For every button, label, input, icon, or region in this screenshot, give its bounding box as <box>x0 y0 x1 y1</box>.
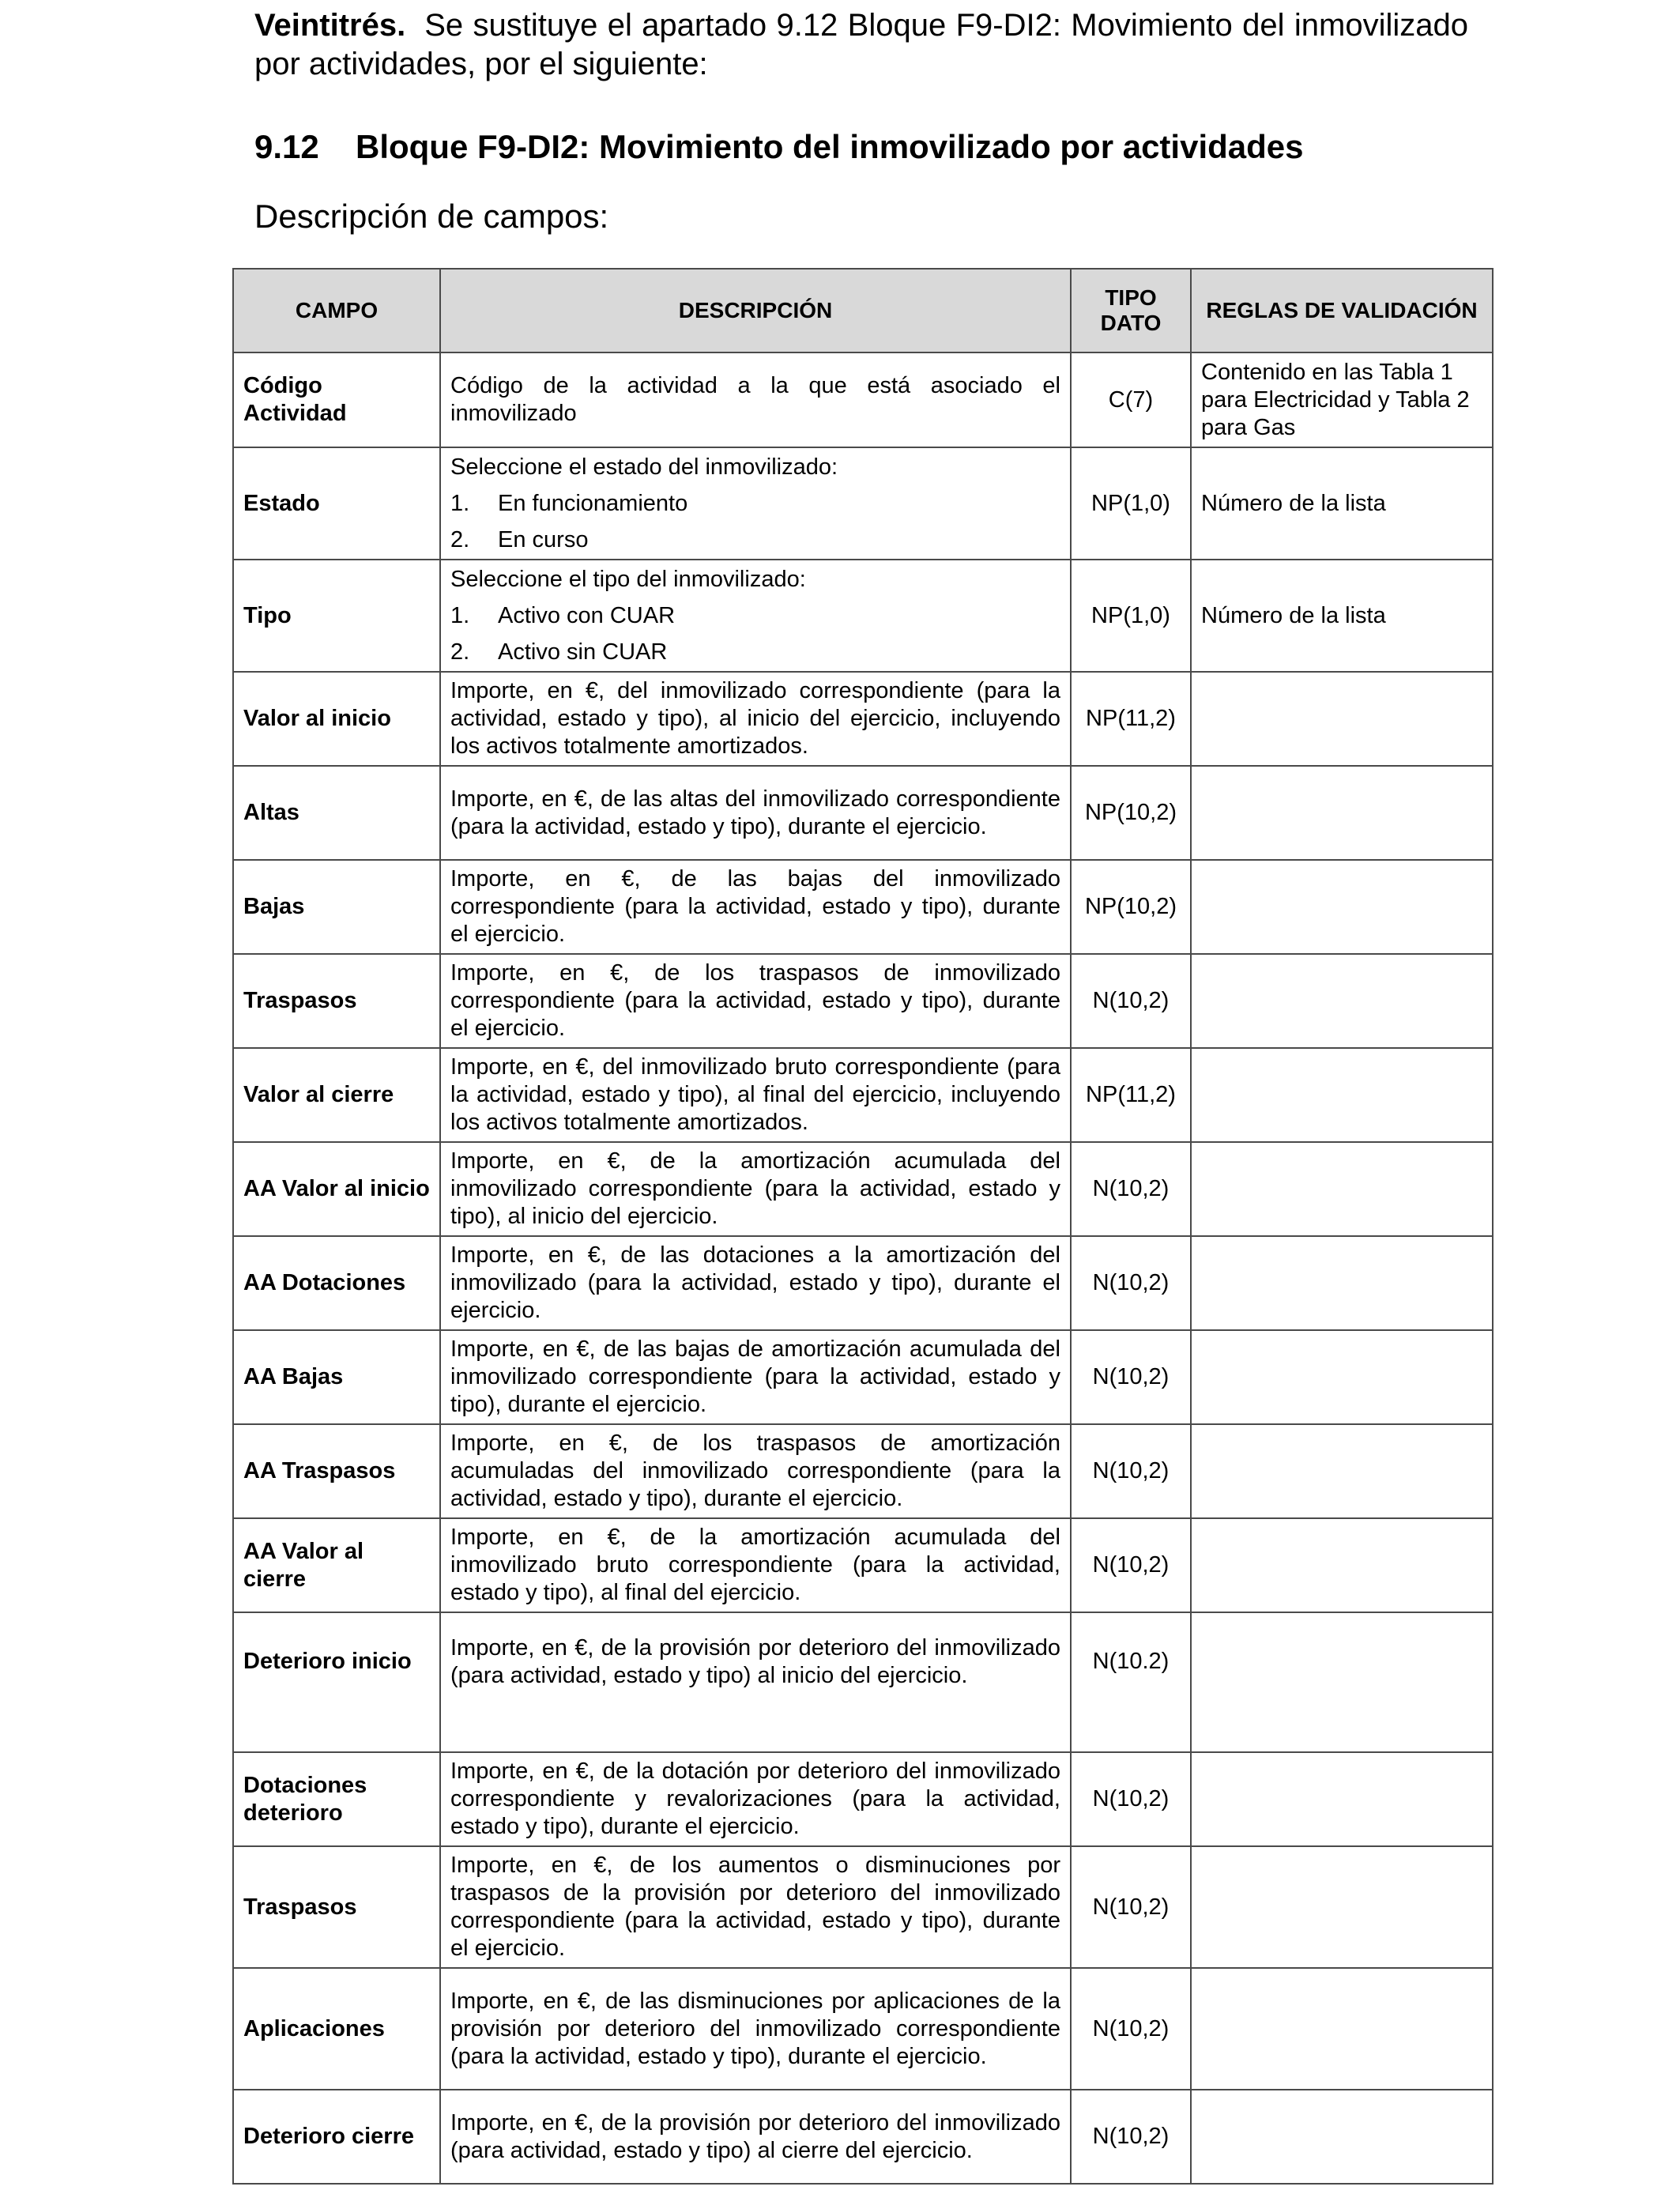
cell-reglas <box>1191 1142 1493 1236</box>
cell-descripcion: Importe, en €, de las bajas del inmovilizado correspondiente (para la actividad, estado y tipo), durante el ejercicio. <box>440 860 1071 954</box>
table-row <box>233 1048 1493 1142</box>
cell-campo: Valor al inicio <box>233 672 440 766</box>
fields-table <box>232 268 1494 2185</box>
cell-reglas <box>1191 1612 1493 1701</box>
cell-campo: AA Traspasos <box>233 1424 440 1518</box>
cell-tipo: N(10,2) <box>1071 1968 1191 2090</box>
intro-lead: Veintitrés. <box>254 8 406 43</box>
cell-reglas <box>1191 1968 1493 2090</box>
fields-subtitle: Descripción de campos: <box>254 198 609 235</box>
header-descripcion: DESCRIPCIÓN <box>440 269 1071 352</box>
cell-descripcion: Importe, en €, de las dotaciones a la amortización del inmovilizado (para la actividad, estado y tipo), durante el ejercicio. <box>440 1236 1071 1330</box>
table-row <box>233 2090 1493 2184</box>
table-row <box>233 352 1493 447</box>
cell-reglas <box>1191 860 1493 954</box>
cell-campo: Altas <box>233 766 440 860</box>
cell-descripcion: Importe, en €, de los aumentos o disminuciones por traspasos de la provisión por deterioro del inmovilizado correspondiente (para la actividad, estado y tipo), durante el ejercicio. <box>440 1846 1071 1968</box>
cell-tipo: NP(11,2) <box>1071 1048 1191 1142</box>
gap-cell <box>440 1701 1071 1752</box>
cell-tipo: NP(10,2) <box>1071 766 1191 860</box>
cell-reglas <box>1191 1518 1493 1612</box>
table-row <box>233 447 1493 560</box>
list-label: Activo con CUAR <box>498 602 676 628</box>
cell-campo: AA Valor al cierre <box>233 1518 440 1612</box>
cell-reglas <box>1191 2090 1493 2184</box>
cell-descripcion: Importe, en €, de las bajas de amortización acumulada del inmovilizado correspondiente (para la actividad, estado y tipo), durante el ejercicio. <box>440 1330 1071 1424</box>
table-row <box>233 1142 1493 1236</box>
cell-tipo: N(10,2) <box>1071 1330 1191 1424</box>
list-item <box>450 602 1060 630</box>
cell-descripcion: Importe, en €, del inmovilizado bruto correspondiente (para la actividad, estado y tipo), al final del ejercicio, incluyendo los activos totalmente amortizados. <box>440 1048 1071 1142</box>
cell-descripcion: Importe, en €, de la amortización acumulada del inmovilizado correspondiente (para la actividad, estado y tipo), al inicio del ejercicio. <box>440 1142 1071 1236</box>
header-tipo-line2: DATO <box>1100 311 1162 335</box>
list-item <box>450 490 1060 518</box>
table-row <box>233 1752 1493 1846</box>
section-title: Bloque F9-DI2: Movimiento del inmovilizado por actividades <box>356 128 1304 165</box>
table-row <box>233 954 1493 1048</box>
table-row <box>233 766 1493 860</box>
cell-campo: Dotaciones deterioro <box>233 1752 440 1846</box>
cell-tipo: C(7) <box>1071 352 1191 447</box>
cell-campo: Deterioro cierre <box>233 2090 440 2184</box>
cell-tipo: N(10,2) <box>1071 1518 1191 1612</box>
cell-tipo: N(10,2) <box>1071 1846 1191 1968</box>
cell-campo: Tipo <box>233 560 440 672</box>
cell-campo: Código Actividad <box>233 352 440 447</box>
cell-tipo: N(10,2) <box>1071 1142 1191 1236</box>
table-row <box>233 672 1493 766</box>
cell-tipo: N(10,2) <box>1071 954 1191 1048</box>
cell-tipo: N(10.2) <box>1071 1612 1191 1701</box>
table-row <box>233 560 1493 672</box>
cell-reglas <box>1191 1048 1493 1142</box>
list-label: En funcionamiento <box>498 490 688 516</box>
cell-descripcion-list <box>440 560 1071 672</box>
table-row <box>233 860 1493 954</box>
intro-text: Se sustituye el apartado 9.12 Bloque F9-DI2: Movimiento del inmovilizado por actividades, por el siguiente: <box>254 8 1468 81</box>
cell-campo: Aplicaciones <box>233 1968 440 2090</box>
cell-campo: Deterioro inicio <box>233 1612 440 1701</box>
header-reglas: REGLAS DE VALIDACIÓN <box>1191 269 1493 352</box>
cell-tipo: NP(11,2) <box>1071 672 1191 766</box>
cell-reglas <box>1191 1846 1493 1968</box>
list-item <box>450 526 1060 554</box>
cell-reglas: Número de la lista <box>1191 560 1493 672</box>
cell-descripcion: Importe, en €, de la dotación por deterioro del inmovilizado correspondiente y revalorizaciones (para la actividad, estado y tipo), durante el ejercicio. <box>440 1752 1071 1846</box>
cell-descripcion: Código de la actividad a la que está asociado el inmovilizado <box>440 352 1071 447</box>
cell-campo: Valor al cierre <box>233 1048 440 1142</box>
header-tipo-dato <box>1071 269 1191 352</box>
gap-cell <box>233 1701 440 1752</box>
list-number: 2. <box>450 639 470 665</box>
header-tipo-line1: TIPO <box>1105 285 1157 310</box>
list-label: Activo sin CUAR <box>498 639 668 665</box>
list-number: 1. <box>450 490 470 516</box>
cell-descripcion: Importe, en €, de los traspasos de inmovilizado correspondiente (para la actividad, estado y tipo), durante el ejercicio. <box>440 954 1071 1048</box>
list-label: En curso <box>498 526 589 552</box>
cell-reglas: Número de la lista <box>1191 447 1493 560</box>
cell-descripcion: Importe, en €, de las disminuciones por aplicaciones de la provisión por deterioro del inmovilizado correspondiente (para la actividad, estado y tipo), durante el ejercicio. <box>440 1968 1071 2090</box>
cell-campo: Traspasos <box>233 1846 440 1968</box>
table-header <box>233 269 1493 352</box>
table-row <box>233 1330 1493 1424</box>
section-number: 9.12 <box>254 128 319 165</box>
cell-tipo: N(10,2) <box>1071 1424 1191 1518</box>
table-row <box>233 1518 1493 1612</box>
cell-reglas <box>1191 1236 1493 1330</box>
cell-tipo: NP(1,0) <box>1071 560 1191 672</box>
table-row <box>233 1612 1493 1701</box>
table-row <box>233 1846 1493 1968</box>
section-heading <box>254 126 1304 168</box>
cell-descripcion: Importe, en €, de la provisión por deterioro del inmovilizado (para actividad, estado y tipo) al inicio del ejercicio. <box>440 1612 1071 1701</box>
cell-tipo: N(10,2) <box>1071 1236 1191 1330</box>
cell-tipo: NP(1,0) <box>1071 447 1191 560</box>
intro-paragraph <box>254 6 1468 84</box>
table-row <box>233 1424 1493 1518</box>
cell-reglas: Contenido en las Tabla 1 para Electricidad y Tabla 2 para Gas <box>1191 352 1493 447</box>
cell-campo: Bajas <box>233 860 440 954</box>
cell-reglas <box>1191 954 1493 1048</box>
cell-descripcion: Importe, en €, de las altas del inmovilizado correspondiente (para la actividad, estado y tipo), durante el ejercicio. <box>440 766 1071 860</box>
cell-reglas <box>1191 1330 1493 1424</box>
cell-campo: Traspasos <box>233 954 440 1048</box>
cell-reglas <box>1191 1424 1493 1518</box>
gap-cell <box>1071 1701 1191 1752</box>
list-number: 2. <box>450 526 470 552</box>
list-item <box>450 639 1060 666</box>
cell-descripcion: Importe, en €, de los traspasos de amortización acumuladas del inmovilizado correspondiente (para la actividad, estado y tipo), durante el ejercicio. <box>440 1424 1071 1518</box>
cell-descripcion: Importe, en €, del inmovilizado correspondiente (para la actividad, estado y tipo), al inicio del ejercicio, incluyendo los activos totalmente amortizados. <box>440 672 1071 766</box>
list-title: Seleccione el estado del inmovilizado: <box>450 454 838 480</box>
header-row <box>233 269 1493 352</box>
cell-descripcion-list <box>440 447 1071 560</box>
cell-reglas <box>1191 766 1493 860</box>
cell-campo: Estado <box>233 447 440 560</box>
table-row <box>233 1236 1493 1330</box>
table-row <box>233 1968 1493 2090</box>
cell-campo: AA Dotaciones <box>233 1236 440 1330</box>
cell-tipo: N(10,2) <box>1071 1752 1191 1846</box>
gap-cell <box>1191 1701 1493 1752</box>
list-number: 1. <box>450 602 470 628</box>
table-body <box>233 352 1493 2184</box>
cell-descripcion: Importe, en €, de la provisión por deterioro del inmovilizado (para actividad, estado y tipo) al cierre del ejercicio. <box>440 2090 1071 2184</box>
page-break-gap <box>233 1701 1493 1752</box>
cell-reglas <box>1191 672 1493 766</box>
cell-tipo: NP(10,2) <box>1071 860 1191 954</box>
cell-tipo: N(10,2) <box>1071 2090 1191 2184</box>
cell-campo: AA Valor al inicio <box>233 1142 440 1236</box>
cell-campo: AA Bajas <box>233 1330 440 1424</box>
cell-descripcion: Importe, en €, de la amortización acumulada del inmovilizado bruto correspondiente (para la actividad, estado y tipo), al final del ejercicio. <box>440 1518 1071 1612</box>
header-campo: CAMPO <box>233 269 440 352</box>
cell-reglas <box>1191 1752 1493 1846</box>
list-title: Seleccione el tipo del inmovilizado: <box>450 566 806 592</box>
